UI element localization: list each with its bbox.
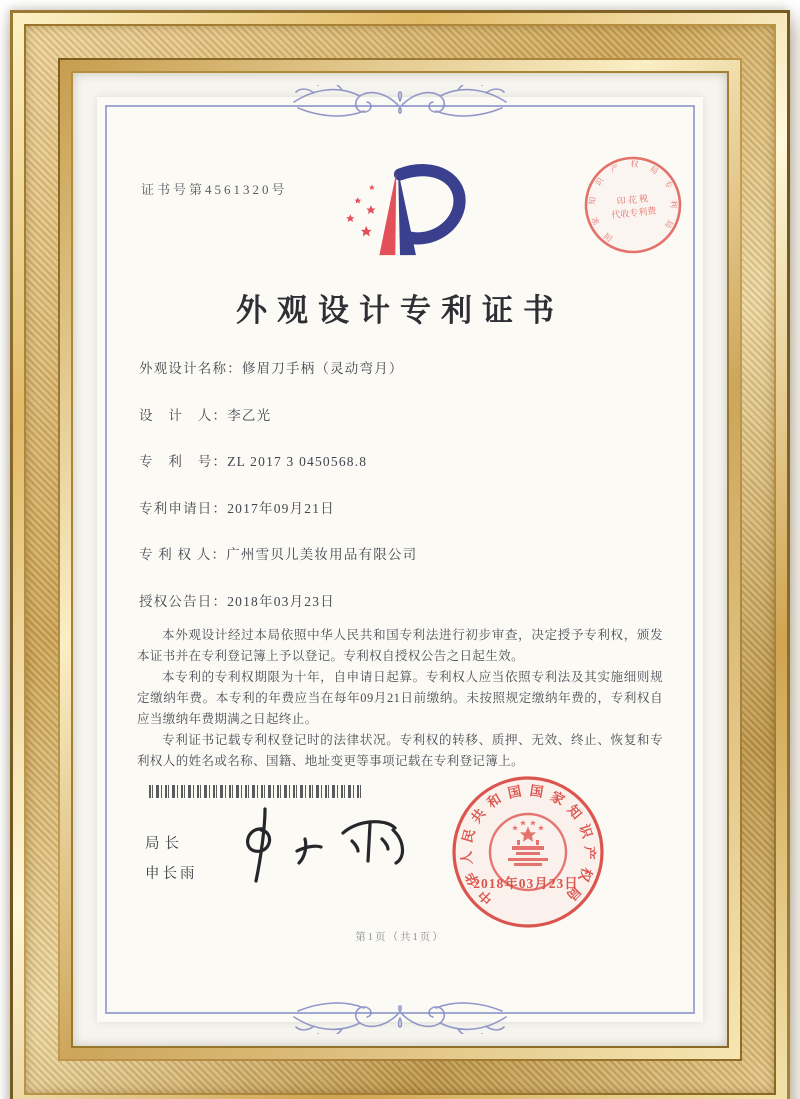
signature-shen-changyu: [225, 797, 425, 883]
field-label: 授权公告日：: [139, 593, 228, 609]
field-designer: [139, 404, 667, 451]
field-value: 广州雪贝儿美妆用品有限公司: [226, 547, 418, 562]
legal-paragraph-2: 本专利的专利权期限为十年，自申请日起算。专利权人应当依照专利法及其实施细则规定缴纳年费。本专利的年费应当在每年09月21日前缴纳。未按照规定缴纳年费的，专利权自应当缴纳年费期满之日起终止。: [137, 670, 663, 726]
sipo-patent-logo-icon: [325, 159, 475, 263]
frame-outer-edge: [10, 10, 790, 1099]
frame-ridge-inner: [58, 58, 742, 1061]
frame-bright-band: [13, 13, 787, 1099]
border-flourish-top: [284, 85, 516, 125]
field-value: ZL 2017 3 0450568.8: [227, 454, 368, 469]
field-label: 外观设计名称：: [139, 361, 242, 376]
tax-seal-ring-text: 国家知识产权局专利局: [587, 159, 679, 243]
mat-border: [73, 73, 727, 1046]
certificate-number: 证书号第4561320号: [141, 182, 288, 197]
field-label: 设 计 人：: [139, 407, 228, 423]
frame-ridge: [24, 24, 776, 1095]
seal-date-stamp: 2018年03月23日: [473, 876, 579, 891]
legal-paragraph-1: 本外观设计经过本局依照中华人民共和国专利法进行初步审查，决定授予专利权，颁发本证书并在专利登记簿上予以登记。专利权自授权公告之日起生效。: [137, 628, 663, 663]
field-value: 修眉刀手柄（灵动弯月）: [241, 361, 404, 376]
legal-text: [137, 625, 663, 772]
field-patentee: [139, 543, 667, 590]
certificate-fields: [139, 357, 667, 636]
frame-carved-band: [26, 26, 774, 1093]
frame-inner-band: [60, 60, 740, 1059]
certificate-title: 外观设计专利证书: [236, 293, 564, 328]
field-label: 专利申请日：: [139, 500, 228, 516]
field-patent-number: [139, 450, 667, 497]
sipo-official-seal: [449, 773, 607, 931]
field-filing-date: [139, 497, 667, 544]
frame-inner-lip: [71, 71, 729, 1048]
signer-title: 局长: [145, 836, 184, 852]
field-value: 2017年09月21日: [227, 500, 335, 516]
field-label: 专 利 号：: [139, 454, 228, 469]
legal-paragraph-3: 专利证书记载专利权登记时的法律状况。专利权的转移、质押、无效、终止、恢复和专利权人的姓名或名称、国籍、地址变更等事项记载在专利登记簿上。: [137, 733, 663, 768]
field-value: 李乙光: [227, 407, 272, 423]
page-number: 第1页（共1页）: [355, 932, 445, 943]
field-design-name: [139, 357, 667, 404]
tax-seal-line2: 代收专利费: [610, 205, 657, 221]
certificate-paper: [97, 97, 703, 1022]
border-flourish-bottom: [284, 994, 516, 1034]
tax-seal-line1: 印 花 税: [616, 193, 649, 207]
field-value: 2018年03月23日: [227, 593, 335, 609]
field-label: 专 利 权 人：: [139, 547, 227, 562]
signer-name: 申长雨: [145, 866, 198, 882]
seal-ring-text: 中华人民共和国国家知识产权局: [458, 782, 598, 908]
stamp-tax-seal: [576, 148, 690, 262]
